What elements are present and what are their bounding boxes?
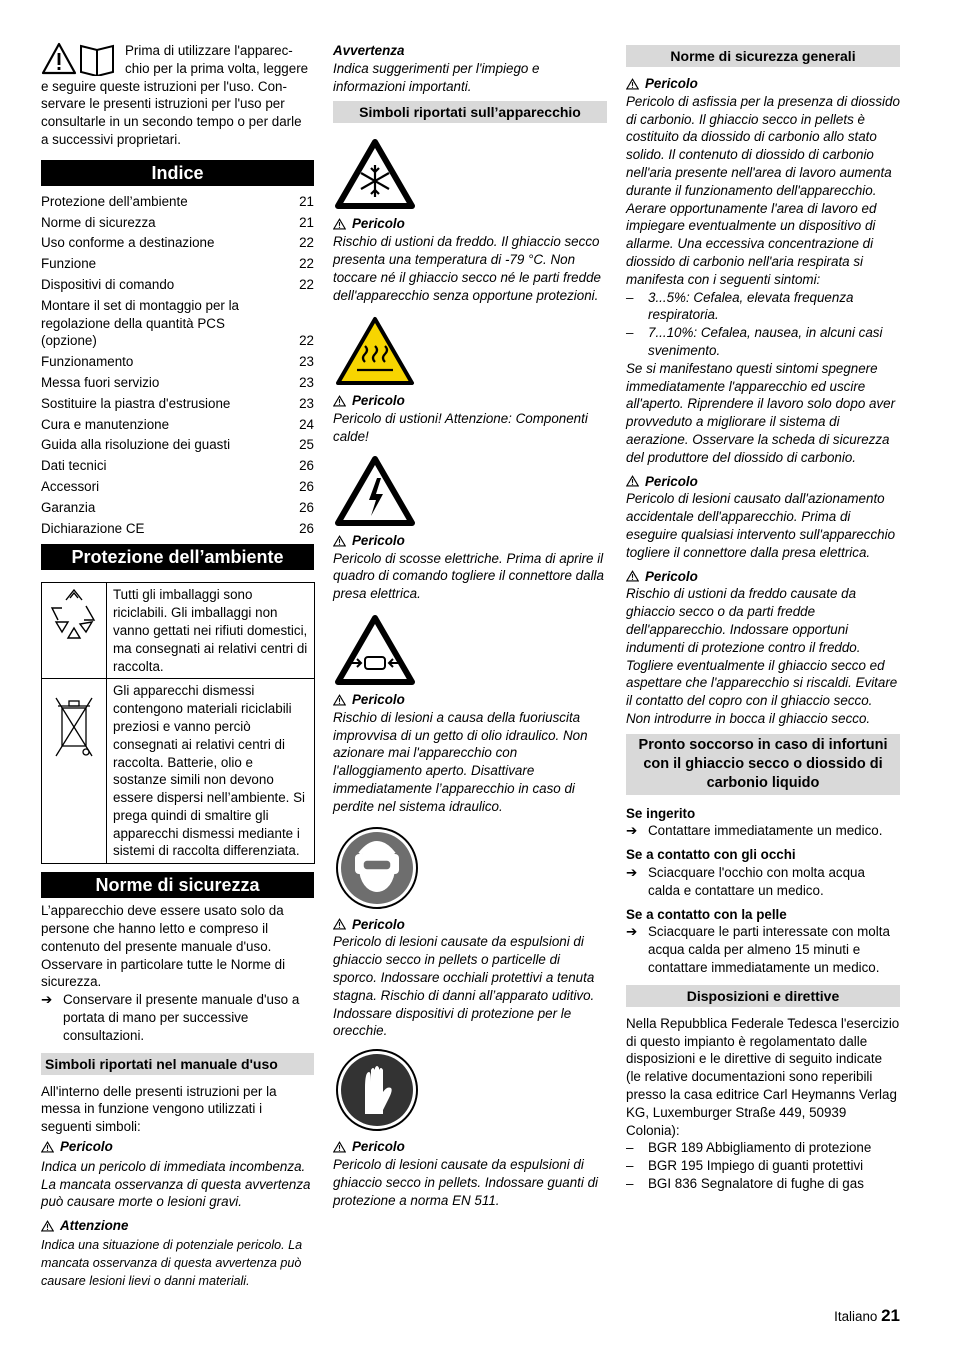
warning-icon [626, 78, 639, 90]
arrow-right-icon: ➔ [41, 992, 53, 1008]
env-text: Tutti gli imballaggi sono riciclabili. Gli imballaggi non vanno gettati nei rifiuti domestici, ma consegnati ai relativi centri di raccolta. [107, 583, 315, 679]
symptom-text: 7...10%: Cefalea, nausea, in alcuni casi svenimento. [648, 325, 883, 358]
toc-item-label: Dati tecnici [41, 458, 107, 474]
hazard-label [333, 1138, 607, 1156]
general-text-1b: Se si manifestano questi sintomi spegnere immediatamente l'apparecchio ed uscire all'aperto. Riprendere il lavoro solo dopo aver provveduto a migliorare il sistema di aerazione. Osservare la scheda di sicurezza del produttore del diossido di carbonio. [626, 360, 896, 465]
column-right [626, 45, 900, 1193]
hazard-label [626, 75, 900, 93]
warning-book-icon [41, 42, 119, 76]
toc-title: Indice [41, 160, 314, 186]
warning-icon [333, 218, 346, 230]
arrow-right-icon: ➔ [626, 823, 638, 839]
symptom-item: – 3...5%: Cefalea, elevata frequenza respiratoria. [626, 289, 900, 325]
first-aid-text: Sciacquare l'occhio con molta acqua calda e contattare un medico. [648, 865, 865, 898]
toc-item-page: 26 [299, 458, 314, 474]
hazard-label [333, 392, 607, 410]
safety-title: Norme di sicurezza [41, 872, 314, 898]
warning-icon [41, 1141, 54, 1153]
toc-item[interactable] [41, 275, 314, 296]
first-aid-text: Contattare immediatamente un medico. [648, 823, 883, 839]
hazard-label [333, 532, 607, 550]
hazard-label-text: Pericolo [352, 393, 405, 409]
toc-item-page: 26 [299, 520, 314, 536]
toc-item-page: 21 [299, 193, 314, 209]
first-aid-item [626, 923, 900, 976]
first-aid-head: Se a contatto con la pelle [626, 906, 787, 922]
hazard-label [626, 473, 900, 491]
toc-item[interactable] [41, 233, 314, 254]
toc-item[interactable] [41, 192, 314, 213]
page-footer [834, 1306, 900, 1326]
toc-item-page: 22 [299, 276, 314, 292]
toc-item-label: Montare il set di montaggio per la regolazione della quantità PCS (opzione) [41, 297, 239, 349]
hazard-label-text: Pericolo [352, 916, 405, 932]
symptom-text: 3...5%: Cefalea, elevata frequenza respiratoria. [648, 289, 854, 323]
intro-block [41, 42, 314, 78]
footer-language: Italiano [834, 1309, 878, 1324]
intro-line: a successivi proprietari. [41, 131, 181, 147]
gloves-icon [335, 1048, 419, 1132]
warning-icon [333, 918, 346, 930]
safety-arrow-item [41, 991, 314, 1044]
env-row [42, 583, 315, 679]
toc-item[interactable] [41, 498, 314, 519]
avvertenza-label: Avvertenza [333, 43, 405, 58]
hazard-text: Pericolo di lesioni causate da espulsioni di ghiaccio secco in pellets o particelle di sporco. Indossare occhiali protettivi a tenuta stagna. Rischio di danni all’apparato uditivo. Indossare dispositivi di protezione per le orecchie. [333, 934, 595, 1039]
hazard-text: Rischio di lesioni a causa della fuoriuscita improvvisa di un getto di olio idraulico. Non azionare mai l'apparecchio con l'alloggiamento aperto. Disattivare immediatamente l’apparecchio in caso di perdite nel sistema idraulico. [333, 709, 588, 814]
regs-item-text: BGR 195 Impiego di guanti protettivi [648, 1158, 864, 1174]
hazard-label [333, 916, 607, 934]
warning-icon [333, 535, 346, 547]
hazard-label-text: Pericolo [352, 216, 405, 232]
env-text: Gli apparecchi dismessi contengono materiali riciclabili preziosi e vanno perciò consegnati ai relativi centri di raccolta. Batterie, olio e sostanze simili non devono essere dispersi nell’ambiente. Si prega quindi di smaltire gli apparecchi dismessi mediante i sistemi di raccolta differenziata. [107, 679, 315, 864]
regs-title: Disposizioni e direttive [626, 985, 900, 1007]
intro-line: e seguire queste istruzioni per l'uso. Con- [41, 78, 287, 94]
arrow-right-icon: ➔ [626, 924, 638, 940]
toc-item[interactable] [41, 435, 314, 456]
toc-item[interactable] [41, 254, 314, 275]
toc-item[interactable] [41, 373, 314, 394]
toc-item-page: 23 [299, 395, 314, 411]
toc-item[interactable] [41, 477, 314, 498]
hazard-text: Pericolo di ustioni! Attenzione: Componenti calde! [333, 411, 588, 444]
avvertenza-description: Indica suggerimenti per l'impiego e informazioni importanti. [333, 60, 540, 94]
regs-item-text: BGR 189 Abbigliamento di protezione [648, 1140, 872, 1156]
general-text-2: Pericolo di lesioni causato dall'azionamento accidentale dell'apparecchio. Prima di eseguire qualsiasi intervento sull'apparecchio togliere il connettore dalla presa elettrica. [626, 491, 896, 560]
pericolo-label [41, 1138, 314, 1156]
manual-symbols-title: Simboli riportati nel manuale d'uso [41, 1053, 314, 1075]
intro-line: chio per la prima volta, leggere [125, 60, 309, 76]
pericolo-description: Indica un pericolo di immediata incombenza. La mancata osservanza di questa avvertenza può causare morte o lesioni gravi. [41, 1158, 311, 1210]
crossed-bin-icon [52, 692, 96, 762]
env-icon-cell [42, 583, 107, 679]
safety-arrow-text: Conservare il presente manuale d'uso a portata di mano per successive consultazioni. [63, 992, 300, 1043]
hazard-label-text: Pericolo [352, 691, 405, 707]
pericolo-text-label: Pericolo [60, 1139, 113, 1155]
toc-item-page: 22 [299, 333, 314, 349]
first-aid-item [626, 864, 900, 900]
attenzione-text-label: Attenzione [60, 1218, 129, 1234]
env-icon-cell [42, 679, 107, 864]
safety-intro: L’apparecchio deve essere usato solo da persone che hanno letto e compreso il contenuto del presente manuale d'uso. Osservare in particolare tutte le Norme di sicurezza. [41, 903, 286, 990]
toc-list [41, 192, 314, 540]
toc-item[interactable] [41, 213, 314, 234]
arrow-right-icon: ➔ [626, 865, 638, 881]
hazard-label-text: Pericolo [352, 1139, 405, 1155]
env-row [42, 679, 315, 864]
intro-line: consultarle in un secondo tempo o per darle [41, 114, 302, 130]
cold-hazard-icon [335, 139, 415, 209]
general-text-3: Rischio di ustioni da freddo causate da ghiaccio secco o da parti fredde dell'apparecchio. Indossare opportuni indumenti di protezione contro il freddo. Togliere eventualmente il ghiaccio secco ed aspettare che l'apparecchio si riscaldi. Evitare il contatto del copro con il ghiaccio secco. Non introdurre in bocca il ghiaccio secco. [626, 586, 898, 726]
first-aid-head: Se a contatto con gli occhi [626, 847, 796, 863]
toc-item-page: 23 [299, 374, 314, 390]
regs-item: – BGR 195 Impiego di guanti protettivi [626, 1158, 864, 1174]
toc-item-label: Accessori [41, 478, 100, 494]
toc-item-label: Norme di sicurezza [41, 214, 156, 230]
intro-line: servare le presenti istruzioni per l'uso per [41, 96, 285, 112]
column-middle [333, 42, 607, 1209]
hazard-text: Pericolo di scosse elettriche. Prima di aprire il quadro di comando togliere il connettore dalla presa elettrica. [333, 550, 604, 602]
first-aid-title: Pronto soccorso in caso di infortuni con il ghiaccio secco o diossido di carbonio liquido [626, 734, 900, 795]
hazard-label-text: Pericolo [645, 76, 698, 91]
toc-item-label: Dichiarazione CE [41, 520, 145, 536]
warning-icon [626, 475, 639, 487]
toc-item-page: 21 [299, 214, 314, 230]
column-left [41, 42, 314, 1290]
toc-item-label: Guida alla risoluzione dei guasti [41, 437, 231, 453]
env-table [41, 582, 315, 864]
regs-item: – BGR 189 Abbigliamento di protezione [626, 1140, 872, 1156]
toc-item-label: Garanzia [41, 499, 96, 515]
warning-icon [333, 694, 346, 706]
warning-icon [626, 570, 639, 582]
regs-text: Nella Repubblica Federale Tedesca l'esercizio di questo impianto è regolamentato dalle disposizioni e le direttive di seguito indicate (le relative documentazioni sono reperibili presso la casa editrice Carl Heymanns Verlag KG, Luxemburger Straße 449, 50939 Colonia): [626, 1015, 900, 1138]
hazard-label-text: Pericolo [645, 473, 698, 489]
toc-item-page: 24 [299, 416, 314, 432]
first-aid-item [626, 822, 900, 840]
symptom-item: – 7...10%: Cefalea, nausea, in alcuni casi svenimento. [626, 324, 900, 360]
electric-hazard-icon [335, 456, 415, 526]
device-symbols-title: Simboli riportati sull’apparecchio [333, 101, 607, 123]
toc-item-label: Messa fuori servizio [41, 374, 160, 390]
toc-item-label: Funzionamento [41, 354, 134, 370]
toc-item[interactable] [41, 394, 314, 415]
toc-item[interactable] [41, 296, 314, 352]
toc-item-label: Uso conforme a destinazione [41, 235, 215, 251]
general-text-1: Pericolo di asfissia per la presenza di diossido di carbonio. Il ghiaccio secco in pellets è costituito da diossido di carbonio allo stato solido. Il contenuto di diossido di carbonio nell'aria presente nell'area di lavoro aumenta durante il funzionamento dell'apparecchio. Aerare opportunamente l'area di lavoro ed impiegare eventualmente un dispositivo di allarme. Una eccessiva concentrazione di diossido di carbonio nell'aria respirata si manifesta con i seguenti sintomi: [626, 93, 900, 287]
toc-item-label: Sostituire la piastra d'estrusione [41, 395, 231, 411]
regs-item: – BGI 836 Segnalatore di fughe di gas [626, 1176, 864, 1192]
env-title: Protezione dell’ambiente [41, 544, 314, 570]
toc-item-label: Dispositivi di comando [41, 276, 175, 292]
hazard-label [333, 691, 607, 709]
attenzione-description: Indica una situazione di potenziale pericolo. La mancata osservanza di questa avvertenza può causare lesioni lievi o danni materiali. [41, 1238, 303, 1288]
toc-item[interactable] [41, 456, 314, 477]
hazard-text: Rischio di ustioni da freddo. Il ghiaccio secco presenta una temperatura di -79 °C. Non toccare né il ghiaccio secco né le parti fredde dell'apparecchio senza opportune protezioni. [333, 234, 601, 303]
warning-icon [41, 1220, 54, 1232]
toc-item-page: 26 [299, 478, 314, 494]
recycle-icon [48, 586, 100, 646]
toc-item-page: 26 [299, 499, 314, 515]
warning-icon [333, 395, 346, 407]
toc-item-page: 22 [299, 235, 314, 251]
regs-item-text: BGI 836 Segnalatore di fughe di gas [648, 1176, 864, 1192]
page-number: 21 [881, 1306, 900, 1325]
hazard-label [626, 568, 900, 586]
toc-item-page: 23 [299, 354, 314, 370]
toc-item-page: 22 [299, 256, 314, 272]
hazard-label [333, 215, 607, 233]
hot-surface-icon [335, 316, 415, 386]
intro-line: Prima di utilizzare l'apparec- [125, 43, 293, 58]
toc-item-page: 25 [299, 437, 314, 453]
toc-item-label: Funzione [41, 256, 97, 272]
goggles-earmuffs-icon [335, 826, 419, 910]
first-aid-text: Sciacquare le parti interessate con molta acqua calda per almeno 15 minuti e contattare immediatamente un medico. [648, 924, 890, 976]
toc-item-label: Protezione dell’ambiente [41, 193, 188, 209]
toc-item[interactable] [41, 519, 314, 540]
hydraulic-hazard-icon [335, 615, 415, 685]
toc-item[interactable] [41, 415, 314, 436]
attenzione-label [41, 1217, 314, 1235]
warning-icon [333, 1141, 346, 1153]
general-title: Norme di sicurezza generali [626, 45, 900, 67]
toc-item[interactable] [41, 352, 314, 373]
hazard-label-text: Pericolo [352, 532, 405, 548]
first-aid-head: Se ingerito [626, 805, 696, 821]
toc-item-label: Cura e manutenzione [41, 416, 170, 432]
manual-symbols-intro: All'interno delle presenti istruzioni per la messa in funzione vengono utilizzati i seguenti simboli: [41, 1083, 277, 1135]
hazard-label-text: Pericolo [645, 568, 698, 584]
hazard-text: Pericolo di lesioni causate da espulsioni di ghiaccio secco in pellets. Indossare guanti di protezione a norma EN 511. [333, 1156, 598, 1208]
